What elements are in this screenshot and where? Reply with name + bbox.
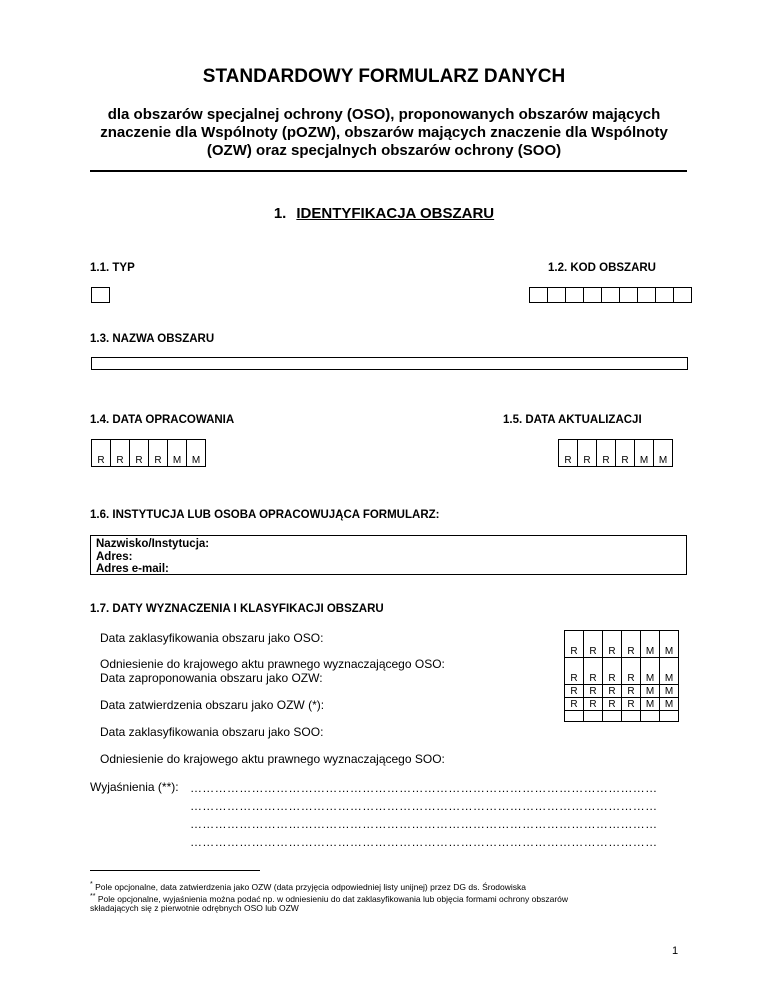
footnote-2-cont: składających się z pierwotnie odrębnych OSO lub OZW [90,903,299,913]
explanation-line[interactable]: …………………………………………………………………………………………………… [190,817,658,831]
date-letter: R [622,685,641,698]
section-heading [0,205,768,222]
footnote-mark: ** [90,892,96,900]
date-letter: R [603,645,622,658]
form-title: STANDARDOWY FORMULARZ DANYCH [202,66,566,87]
date-letter: M [660,645,679,658]
page-number: 1 [672,945,679,957]
date-letter: R [149,454,168,467]
date-letter: R [559,454,578,467]
designation-date-grid[interactable] [564,630,679,722]
subtitle-line: dla obszarów specjalnej ochrony (OSO), proponowanych obszarów mających [107,106,661,123]
date-letter: R [565,645,584,658]
date-letter: R [616,454,635,467]
explanation-line[interactable]: …………………………………………………………………………………………………… [190,835,658,849]
type-label: 1.1. TYP [90,262,135,274]
date-letter: M [641,672,660,685]
date-letter: R [578,454,597,467]
date-letter: R [584,645,603,658]
date-letter: M [660,698,679,711]
code-cell[interactable] [655,287,674,303]
section-title: IDENTYFIKACJA OBSZARU [296,205,495,222]
date-letter: R [603,698,622,711]
date-letter: R [130,454,149,467]
oso-ref-label: Odniesienie do krajowego aktu prawnego wyznaczającego OSO: [100,657,445,671]
explanations-label: Wyjaśnienia (**): [90,780,179,794]
type-input-cell[interactable] [91,287,110,303]
site-name-input[interactable] [91,357,688,370]
header-divider [90,170,687,172]
section-number: 1. [273,205,287,222]
compilation-date-label: 1.4. DATA OPRACOWANIA [90,414,235,426]
update-date-label: 1.5. DATA AKTUALIZACJI [503,414,642,426]
date-letter: M [641,645,660,658]
date-letter: R [565,672,584,685]
code-cell[interactable] [637,287,656,303]
date-letter: R [565,698,584,711]
date-letter: R [603,685,622,698]
code-cell[interactable] [565,287,584,303]
soo-date-label: Data zaklasyfikowania obszaru jako SOO: [100,725,324,739]
footnote-text: Pole opcjonalne, wyjaśnienia można podać np. w odniesieniu do dat zaklasyfikowania lub objęcia formami ochrony obszarów [97,893,569,904]
date-letter: R [597,454,616,467]
date-letter: M [660,685,679,698]
author-label: 1.6. INSTYTUCJA LUB OSOBA OPRACOWUJĄCA FORMULARZ: [90,509,440,521]
subtitle-line: (OZW) oraz specjalnych obszarów ochrony (SOO) [206,142,562,159]
date-letter: R [603,672,622,685]
date-letter: R [622,672,641,685]
date-letter: R [111,454,130,467]
code-cell[interactable] [529,287,548,303]
update-date-input[interactable] [558,439,673,467]
oso-date-label: Data zaklasyfikowania obszaru jako OSO: [100,631,324,645]
date-letter: R [565,685,584,698]
date-letter: R [622,698,641,711]
author-box[interactable] [90,535,687,575]
date-letter: R [584,672,603,685]
date-letter: R [584,685,603,698]
code-input-cells[interactable] [529,287,692,303]
code-cell[interactable] [547,287,566,303]
date-letter: M [641,685,660,698]
code-cell[interactable] [583,287,602,303]
designation-label: 1.7. DATY WYZNACZENIA I KLASYFIKACJI OBSZARU [90,603,384,615]
date-letter: R [584,698,603,711]
compilation-date-input[interactable] [91,439,206,467]
date-letter: M [635,454,654,467]
date-letter: M [654,454,673,467]
subtitle-line: znaczenie dla Wspólnoty (pOZW), obszarów mających znaczenie dla Wspólnoty [100,124,668,141]
code-cell[interactable] [619,287,638,303]
footnote-mark: * [90,880,93,888]
form-subtitle [80,106,688,160]
site-name-label: 1.3. NAZWA OBSZARU [90,333,215,345]
date-letter: R [92,454,111,467]
explanation-line[interactable]: …………………………………………………………………………………………………… [190,799,658,813]
code-cell[interactable] [673,287,692,303]
date-letter: M [168,454,187,467]
code-cell[interactable] [601,287,620,303]
soo-ref-label: Odniesienie do krajowego aktu prawnego wyznaczającego SOO: [100,752,445,766]
author-address-label: Adres: [96,550,133,563]
author-name-label: Nazwisko/Instytucja: [96,538,210,550]
footnote-text: Pole opcjonalne, data zatwierdzenia jako OZW (data przyjęcia odpowiedniej listy unijnej) przez DG ds. Środowiska [95,881,527,892]
date-letter: M [641,698,660,711]
date-letter: R [622,645,641,658]
code-label: 1.2. KOD OBSZARU [548,262,656,274]
date-letter: M [187,454,206,467]
ozw-proposal-label: Data zaproponowania obszaru jako OZW: [100,671,323,685]
author-email-label: Adres e-mail: [96,563,169,575]
ozw-confirm-label: Data zatwierdzenia obszaru jako OZW (*): [100,698,325,712]
footnote-divider [90,870,260,871]
explanation-line[interactable]: …………………………………………………………………………………………………… [190,781,658,795]
date-letter: M [660,672,679,685]
